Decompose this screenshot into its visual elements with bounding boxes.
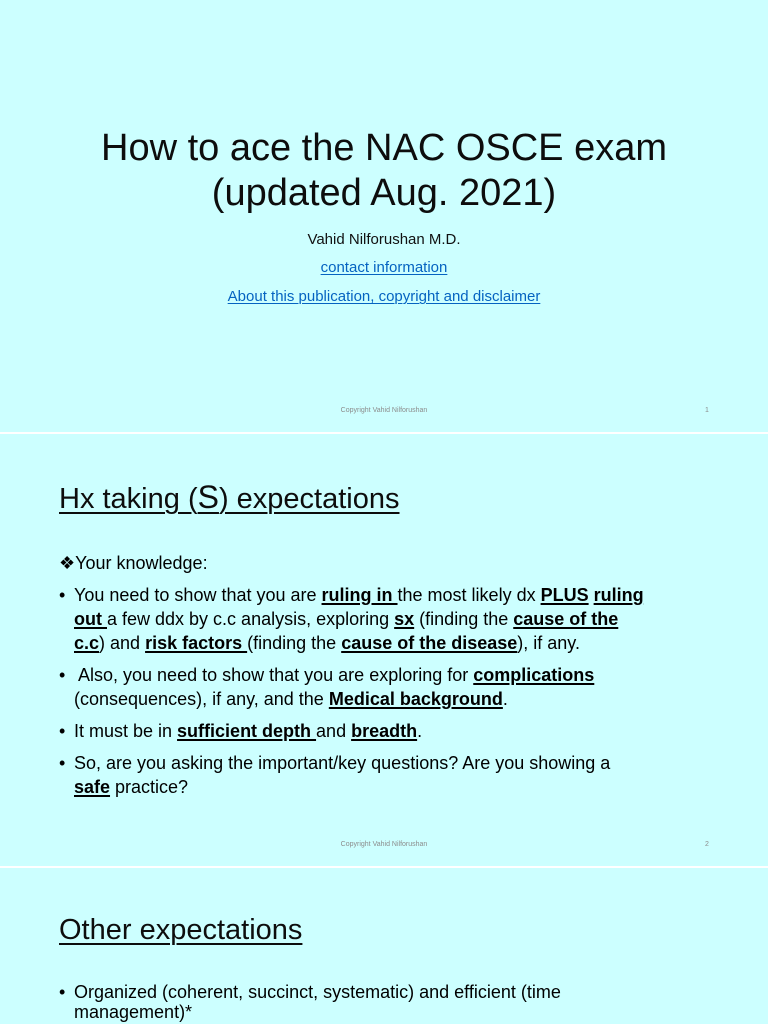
bullet-item [59, 982, 709, 1022]
slide-2 [0, 434, 768, 866]
slide-3 [0, 868, 768, 1024]
text-run: management)* [74, 1002, 193, 1022]
bullet-text [74, 583, 709, 655]
slide-title: Other expectations [59, 914, 303, 946]
emphasized-term: cause of the disease [341, 633, 518, 653]
title-line-2: (updated Aug. 2021) [211, 172, 557, 214]
emphasized-term: Medical background [328, 689, 503, 709]
emphasized-term: c.c [74, 633, 100, 653]
title-text-after: ) expectations [218, 483, 400, 515]
bullet-text [74, 663, 709, 711]
bullet-item [59, 719, 709, 743]
author-name: Vahid Nilforushan M.D. [307, 231, 461, 248]
section-intro: ❖Your knowledge: [59, 553, 208, 573]
bullet-item [59, 583, 709, 655]
slide-title [59, 479, 400, 517]
text-run: So, are you asking the important/key questions? Are you showing a [74, 753, 611, 773]
text-run: ), if any. [517, 633, 580, 653]
text-run: ) and [99, 633, 146, 653]
slide-title [0, 126, 768, 216]
title-emphasis-letter: S [197, 479, 219, 515]
slide-body [59, 982, 709, 1022]
slide-footer: Copyright Vahid Nilforushan [340, 841, 428, 848]
contact-link-row [0, 259, 768, 277]
bullet-text [74, 982, 709, 1022]
emphasized-term: PLUS [540, 585, 589, 605]
page-number: 2 [705, 841, 709, 848]
text-run: It must be in [74, 721, 178, 741]
text-run: a few ddx by c.c analysis, exploring [107, 609, 395, 629]
emphasized-term: safe [74, 777, 111, 797]
text-run: practice? [110, 777, 189, 797]
emphasized-term: sufficient depth [177, 721, 317, 741]
title-line-1: How to ace the NAC OSCE exam [101, 127, 667, 169]
text-run: (consequences), if any, and the [74, 689, 329, 709]
text-run: and [316, 721, 352, 741]
slide-1 [0, 0, 768, 432]
text-run: (finding the [247, 633, 342, 653]
emphasized-term: complications [473, 665, 595, 685]
slide-body [59, 551, 709, 799]
text-run: Also, you need to show that you are exploring for [74, 665, 474, 685]
emphasized-term: sx [394, 609, 415, 629]
bullet-item [59, 751, 709, 799]
text-run: . [417, 721, 423, 741]
about-publication-link[interactable]: About this publication, copyright and disclaimer [227, 288, 541, 305]
bullet-text [74, 751, 709, 799]
emphasized-term: cause of the [513, 609, 619, 629]
emphasized-term: breadth [351, 721, 418, 741]
text-run: You need to show that you are [74, 585, 322, 605]
emphasized-term: risk factors [145, 633, 248, 653]
slide-footer: Copyright Vahid Nilforushan [340, 407, 428, 414]
bullet-item [59, 663, 709, 711]
bullet-text [74, 719, 709, 743]
text-run: (finding the [414, 609, 514, 629]
text-run: Organized (coherent, succinct, systematic) and efficient (time [74, 982, 561, 1002]
page-number: 1 [705, 407, 709, 414]
emphasized-term: ruling in [321, 585, 398, 605]
text-run: the most likely dx [397, 585, 541, 605]
about-link-row [0, 288, 768, 306]
emphasized-term: ruling [593, 585, 644, 605]
title-text-before: Hx taking ( [59, 483, 198, 515]
emphasized-term: out [74, 609, 107, 629]
text-run: . [502, 689, 508, 709]
contact-information-link[interactable]: contact information [320, 259, 448, 276]
